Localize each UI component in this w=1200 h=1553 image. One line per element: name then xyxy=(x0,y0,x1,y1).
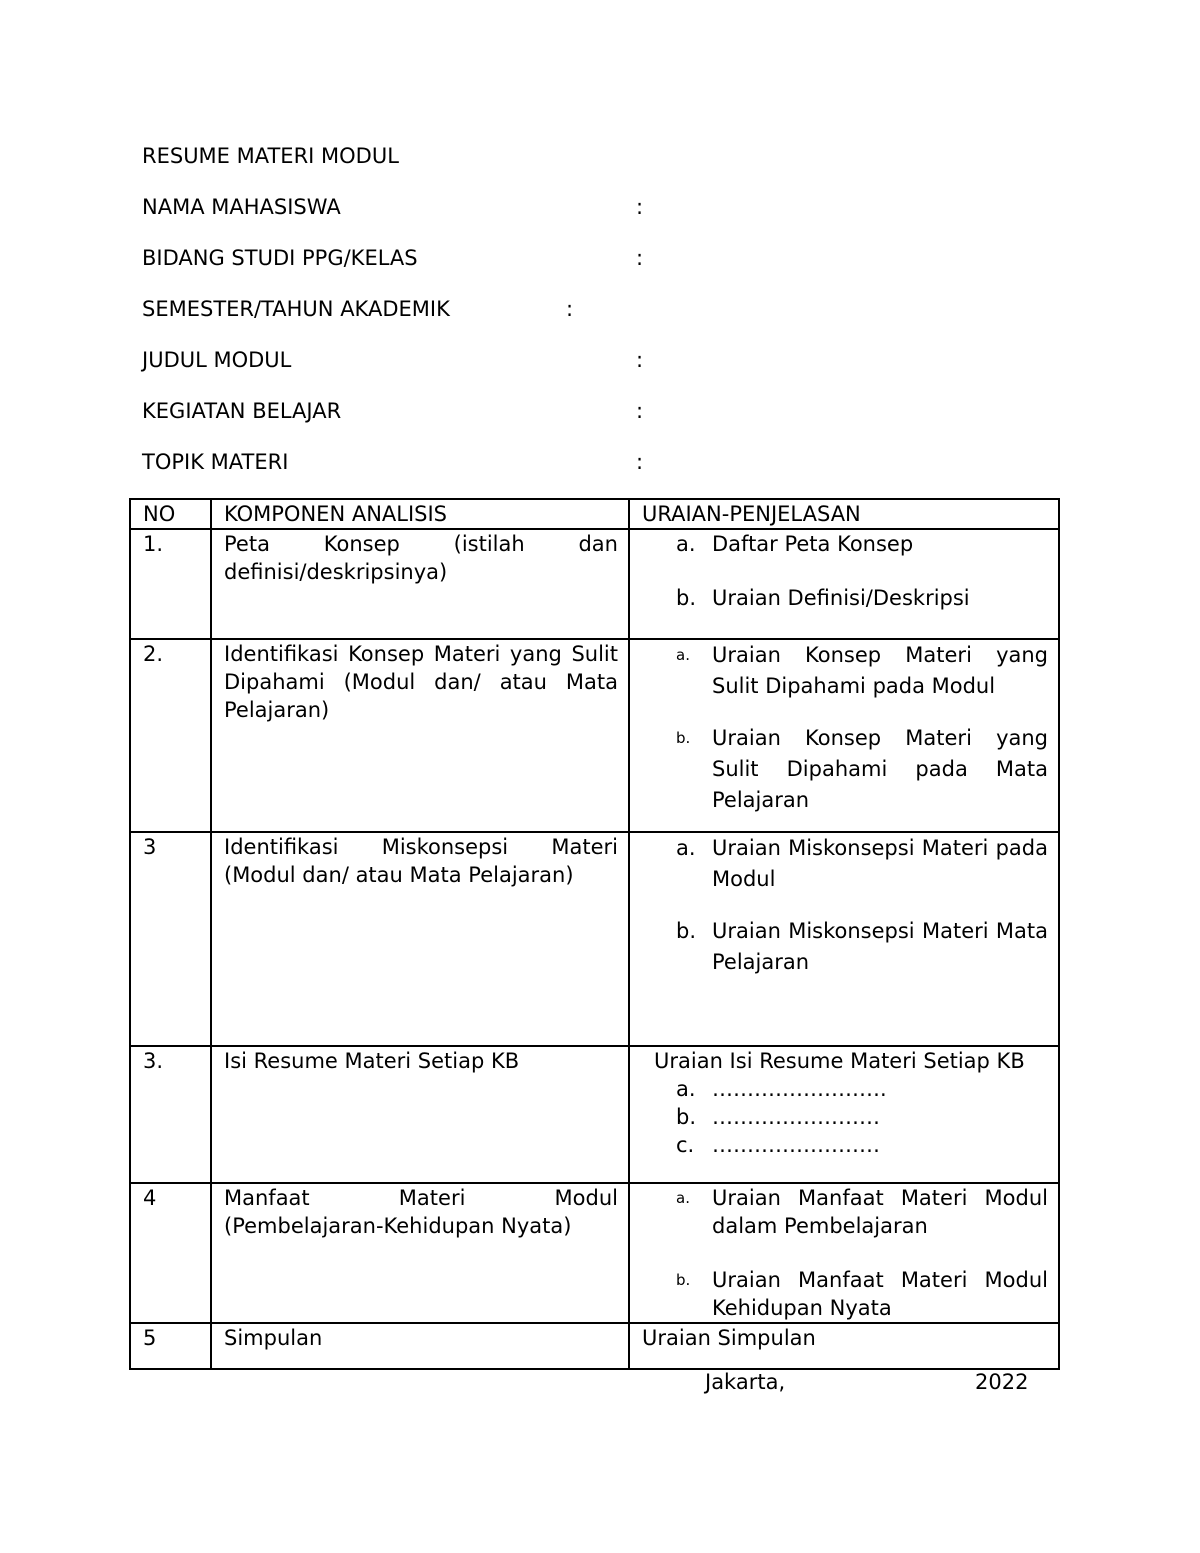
row-description xyxy=(629,1183,1059,1323)
list-item xyxy=(642,1075,1048,1103)
field-colon: : xyxy=(636,399,644,423)
description-list xyxy=(642,1184,1048,1322)
row-description xyxy=(629,529,1059,639)
list-item xyxy=(642,723,1048,816)
list-marker: a. xyxy=(676,532,696,556)
field-colon: : xyxy=(636,450,644,474)
list-item-text: Uraian Definisi/Deskripsi xyxy=(712,586,970,610)
signature-place: Jakarta, xyxy=(705,1370,786,1394)
list-marker: a. xyxy=(676,1077,696,1101)
header-uraian: URAIAN-PENJELASAN xyxy=(629,499,1059,529)
list-item-text: Daftar Peta Konsep xyxy=(712,532,914,556)
header-no: NO xyxy=(130,499,211,529)
list-item xyxy=(642,530,1048,558)
row-component: Manfaat Materi Modul (Pembelajaran-Kehidupan Nyata) xyxy=(211,1183,629,1323)
row-number: 1. xyxy=(130,529,211,639)
list-marker: a. xyxy=(676,646,690,664)
row-component: Identifikasi Miskonsepsi Materi (Modul dan/ atau Mata Pelajaran) xyxy=(211,832,629,1046)
list-marker: b. xyxy=(676,1271,691,1289)
row-description xyxy=(629,639,1059,832)
list-item-text: …………………… xyxy=(712,1105,880,1129)
row-number: 4 xyxy=(130,1183,211,1323)
row-description xyxy=(629,832,1059,1046)
field-label-judul-modul: JUDUL MODUL xyxy=(142,348,292,372)
row-component: Identifikasi Konsep Materi yang Sulit Dipahami (Modul dan/ atau Mata Pelajaran) xyxy=(211,639,629,832)
table-header-row xyxy=(130,499,1059,529)
row-number: 3. xyxy=(130,1046,211,1183)
description-list xyxy=(642,833,1048,978)
field-colon: : xyxy=(636,195,644,219)
list-item-text: Uraian Miskonsepsi Materi pada Modul xyxy=(712,836,1048,891)
list-marker: c. xyxy=(676,1133,695,1157)
list-item xyxy=(642,1131,1048,1159)
list-item-text: Uraian Manfaat Materi Modul dalam Pembelajaran xyxy=(712,1186,1048,1238)
list-marker: b. xyxy=(676,1105,697,1129)
table-row xyxy=(130,832,1059,1046)
field-label-bidang-studi: BIDANG STUDI PPG/KELAS xyxy=(142,246,418,270)
analysis-table xyxy=(129,498,1060,1370)
document-title: RESUME MATERI MODUL xyxy=(142,144,399,168)
list-item-text: Uraian Miskonsepsi Materi Mata Pelajaran xyxy=(712,919,1048,974)
table-row xyxy=(130,1046,1059,1183)
list-marker: b. xyxy=(676,586,697,610)
row-description: Uraian Simpulan xyxy=(629,1323,1059,1369)
row-intro-text: Uraian Isi Resume Materi Setiap KB xyxy=(654,1049,1025,1073)
list-item-text: Uraian Konsep Materi yang Sulit Dipahami pada Mata Pelajaran xyxy=(712,726,1048,812)
list-item xyxy=(642,640,1048,702)
row-component: Isi Resume Materi Setiap KB xyxy=(211,1046,629,1183)
row-component: Simpulan xyxy=(211,1323,629,1369)
list-marker: a. xyxy=(676,1189,690,1207)
field-colon: : xyxy=(636,348,644,372)
list-item-text: Uraian Konsep Materi yang Sulit Dipahami pada Modul xyxy=(712,643,1048,698)
table-row xyxy=(130,639,1059,832)
list-item xyxy=(642,1266,1048,1322)
list-item-text: …………………… xyxy=(712,1133,880,1157)
description-list xyxy=(642,640,1048,816)
list-item xyxy=(642,833,1048,895)
row-component: Peta Konsep (istilah dan definisi/deskripsinya) xyxy=(211,529,629,639)
list-marker: a. xyxy=(676,836,696,860)
list-item xyxy=(642,1184,1048,1240)
row-number: 3 xyxy=(130,832,211,1046)
description-list xyxy=(642,530,1048,612)
field-label-semester: SEMESTER/TAHUN AKADEMIK xyxy=(142,297,450,321)
row-number: 2. xyxy=(130,639,211,832)
list-marker: b. xyxy=(676,919,697,943)
list-item-text: Uraian Manfaat Materi Modul Kehidupan Nyata xyxy=(712,1268,1048,1320)
field-label-nama-mahasiswa: NAMA MAHASISWA xyxy=(142,195,341,219)
list-item-text: ……………………. xyxy=(712,1077,887,1101)
field-colon: : xyxy=(566,297,574,321)
table-row xyxy=(130,1183,1059,1323)
field-colon: : xyxy=(636,246,644,270)
row-number: 5 xyxy=(130,1323,211,1369)
list-marker: b. xyxy=(676,729,691,747)
field-label-kegiatan-belajar: KEGIATAN BELAJAR xyxy=(142,399,342,423)
list-item xyxy=(642,1103,1048,1131)
table-row xyxy=(130,1323,1059,1369)
table-row xyxy=(130,529,1059,639)
field-label-topik-materi: TOPIK MATERI xyxy=(142,450,289,474)
header-komponen: KOMPONEN ANALISIS xyxy=(211,499,629,529)
row-description xyxy=(629,1046,1059,1183)
list-item xyxy=(642,584,1048,612)
signature-year: 2022 xyxy=(975,1370,1029,1394)
list-item xyxy=(642,916,1048,978)
description-list xyxy=(642,1075,1048,1159)
